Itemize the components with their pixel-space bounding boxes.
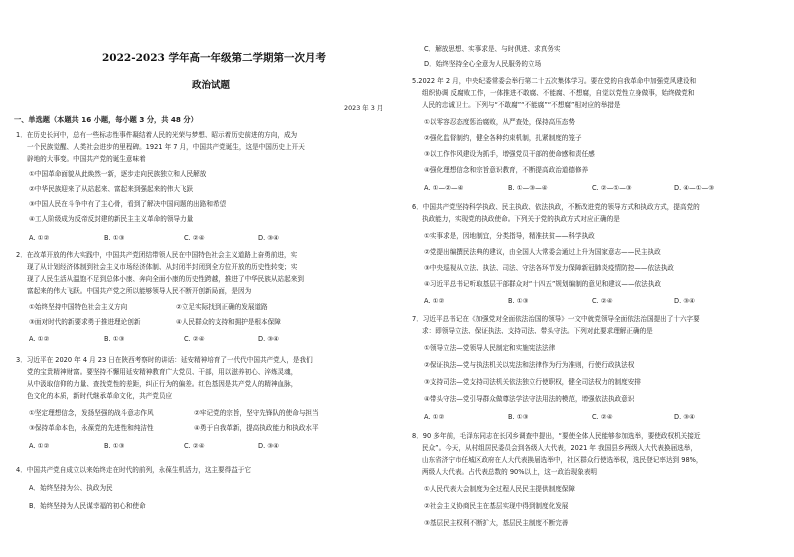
q2-line-2: 现了从计划经济体制到社会主义市场经济体制、从封闭半封闭到全方位开放的历史性转变；实 <box>27 263 298 271</box>
q7-option-d: D. ③④ <box>674 413 696 421</box>
q5-line-3: 人民的忠诚卫士。下列与“不敢腐”“不能腐”“不想腐”相对应的举措是 <box>422 101 621 109</box>
q1-line-2: 一个民族觉醒、人类社会进步的里程碑。1921 年 7 月，中国共产党诞生，这是中国历史上开天 <box>27 143 305 151</box>
q2-option-d: D. ③④ <box>258 335 280 343</box>
q5-line-2: 组织协调 反腐败工作，一体推进不敢腐、不能腐、不想腐，自觉以党性立身做事，始终做党和 <box>422 89 695 97</box>
q5-item-3: ③以工作作风建设为抓手，增强党员干部的使命感和责任感 <box>424 150 595 158</box>
q6-option-d: D. ③④ <box>674 297 696 305</box>
q2-option-b: B. ①③ <box>104 335 125 343</box>
q5-item-4: ④强化理想信念和宗旨意识教育，不断提高政治道德修养 <box>424 166 589 174</box>
q3-line-1: 3．习近平在 2020 年 4 月 23 日在陕西考察时的讲话：延安精神培育了一代代中国共产党人，是我们 <box>16 356 313 364</box>
q1-item-1: ①中国革命面貌从此焕然一新，逐步走向民族独立和人民解放 <box>29 170 207 178</box>
q5-option-d: D. ④—①—③ <box>674 184 715 192</box>
q3-option-c: C. ②④ <box>184 442 205 450</box>
q7-option-b: B. ①③ <box>508 413 529 421</box>
q4-option-c: C．解放思想、实事求是、与时俱进、求真务实 <box>424 45 561 53</box>
exam-title: 2022-2023 学年高一年级第二学期第一次月考 <box>102 52 326 64</box>
q7-item-2: ②保证执法—党与执法机关以宪法和法律作为行为准则，行使行政执法权 <box>424 361 635 369</box>
q4-option-d: D．始终坚持全心全意为人民服务的立场 <box>424 60 542 68</box>
q4-option-b: B．始终坚持为人民谋幸福的初心和使命 <box>29 502 146 510</box>
q8-item-2: ②社会主义协商民主在基层实现中得到制度化发展 <box>424 502 569 510</box>
q7-line-2: 求：即领导立法、保证执法、支持司法、带头守法。下列对此要求理解正确的是 <box>422 327 653 335</box>
q6-option-b: B. ①③ <box>508 297 529 305</box>
q1-option-d: D. ③④ <box>258 234 280 242</box>
q3-item-2: ②牢记党的宗旨，坚守先锋队的使命与担当 <box>194 409 319 417</box>
q7-item-3: ③支持司法—党支持司法机关依法独立行使职权，健全司法权力的制度安排 <box>424 378 641 386</box>
q2-option-a: A. ①② <box>29 335 50 343</box>
q3-line-2: 党的宝贵精神财富。要坚持不懈用延安精神教育广大党员、干部，用以滋养初心、淬炼灵魂， <box>27 368 298 376</box>
q2-item-2: ②立足实际找到正确的发展道路 <box>176 303 268 311</box>
q8-line-3: 山东省济宁市任城区政府在人大代表换届选举中，社区群众行使选举权，选民登记率达到 98%， <box>422 456 703 464</box>
q3-option-b: B. ①③ <box>104 442 125 450</box>
q6-line-2: 执政能力，实现党的执政使命。下列关于党的执政方式对应正确的是 <box>422 215 620 223</box>
q1-line-3: 辟地的大事变。中国共产党的诞生意味着 <box>27 155 146 163</box>
q1-item-4: ④工人阶级成为反帝反封建的新民主主义革命的领导力量 <box>29 215 194 223</box>
q7-option-a: A. ①② <box>424 413 445 421</box>
q6-item-1: ①实事求是，因地制宜，分类指导，精准扶贫——科学执政 <box>424 232 595 240</box>
q8-item-3: ③基层民主权利不断扩大，基层民主制度不断完善 <box>424 519 569 527</box>
q3-item-1: ①坚定理想信念，发扬坚强的战斗意志作风 <box>29 409 154 417</box>
q2-option-c: C. ②④ <box>184 335 205 343</box>
q7-line-1: 7．习近平总书记在《加强党对全面依法治国的领导》一文中就党领导全面依法治国提出了十六字要 <box>412 315 700 323</box>
q6-line-1: 6．中国共产党坚持科学执政、民主执政、依法执政，不断改进党的领导方式和执政方式，提高党的 <box>412 203 700 211</box>
q5-option-b: B. ①—③—④ <box>508 184 548 192</box>
q3-option-d: D. ③④ <box>258 442 280 450</box>
q5-item-2: ②强化监督制约，健全各种约束机制，扎紧制度的笼子 <box>424 134 582 142</box>
q1-option-c: C. ②④ <box>184 234 205 242</box>
q6-option-c: C. ②④ <box>592 297 613 305</box>
exam-date: 2023 年 3 月 <box>344 104 384 112</box>
q2-line-4: 富起来的伟大飞跃。中国共产党之所以能够领导人民不断开创新局面，是因为 <box>27 287 252 295</box>
q7-option-c: C. ②④ <box>592 413 613 421</box>
q1-item-3: ③中国人民在斗争中有了主心骨，看到了解决中国问题的出路和希望 <box>29 200 227 208</box>
q1-line-1: 1．在历史长河中，总有一些标志性事件凝结着人民的光荣与梦想、昭示着历史前进的方向，成为 <box>16 131 298 139</box>
q6-option-a: A. ①② <box>424 297 445 305</box>
q6-item-3: ③中央巡视从立法、执法、司法、守法各环节发力保障新冠肺炎疫情防控——依法执政 <box>424 264 674 272</box>
q5-item-1: ①以零容忍态度惩治腐败，从严查处，保持高压态势 <box>424 118 575 126</box>
q6-item-4: ④习近平总书记听取基层干部群众对“十四五”规划编制的意见和建议——依法执政 <box>424 280 661 288</box>
q4-option-a: A．始终坚持为公、执政为民 <box>29 484 113 492</box>
q4-line-1: 4．中国共产党自成立以来始终走在时代的前列，永葆生机活力，这主要得益于它 <box>16 466 251 474</box>
q1-option-b: B. ①③ <box>104 234 125 242</box>
q2-line-1: 2．在改革开放的伟大实践中，中国共产党团结带领人民在中国特色社会主义道路上奋勇前进，实 <box>16 251 298 259</box>
q2-line-3: 现了人民生活从温饱不足到总体小康、奔向全面小康的历史性跨越，推进了中华民族从站起来到 <box>27 275 304 283</box>
q2-item-3: ③面对时代的新要求勇于推进理论创新 <box>29 318 141 326</box>
q8-line-1: 8．90 多年前，毛泽东同志在长冈乡调查中提出，“要使全体人民能够参加选举，要使政权机关接近 <box>412 432 701 440</box>
q3-line-3: 从中汲取信仰的力量、查找党性的差距，纠正行为的偏差。红色基因是共产党人的精神血脉， <box>27 380 298 388</box>
section-heading: 一、单选题（本题共 16 小题，每小题 3 分，共 48 分） <box>14 115 198 124</box>
q2-item-1: ①始终坚持中国特色社会主义方向 <box>29 303 128 311</box>
q5-option-c: C. ②—①—③ <box>592 184 632 192</box>
q3-item-3: ③保持革命本色，永葆党的先进性和纯洁性 <box>29 424 154 432</box>
q3-item-4: ④勇于自我革新，提高执政能力和执政水平 <box>194 424 319 432</box>
q1-item-2: ②中华民族迎来了从站起来、富起来到强起来的伟大飞跃 <box>29 185 194 193</box>
q5-line-1: 5.2022 年 2 月，中央纪委常委会举行第二十五次集体学习。要在党的自我革命中加强党风建设和 <box>412 77 697 85</box>
q6-item-2: ②党提出编撰民法典的建议，由全国人大常委会通过上升为国家意志——民主执政 <box>424 248 661 256</box>
q8-line-4: 两级人大代表。占代表总数的 90%以上，这一政治现象表明 <box>422 468 598 476</box>
q2-item-4: ④人民群众的支持和拥护是根本保障 <box>176 318 281 326</box>
q8-item-1: ①人民代表大会制度为全过程人民民主提供制度保障 <box>424 485 575 493</box>
q7-item-4: ④带头守法—党引导群众做尊法学法守法用法的模范，增强依法执政意识 <box>424 395 635 403</box>
q5-option-a: A. ①—②—④ <box>424 184 464 192</box>
q7-item-1: ①领导立法—党领导人民制定和实施宪法法律 <box>424 344 556 352</box>
exam-subtitle: 政治试题 <box>192 80 231 91</box>
q1-option-a: A. ①② <box>29 234 50 242</box>
q8-line-2: 民众”。今天，从村组居民委员会到各级人大代表，2021 年 我国县乡两级人大代表换届选举， <box>422 444 697 452</box>
q3-line-4: 色文化的本质，新时代继承革命文化，共产党员应 <box>27 392 173 400</box>
q3-option-a: A. ①② <box>29 442 50 450</box>
